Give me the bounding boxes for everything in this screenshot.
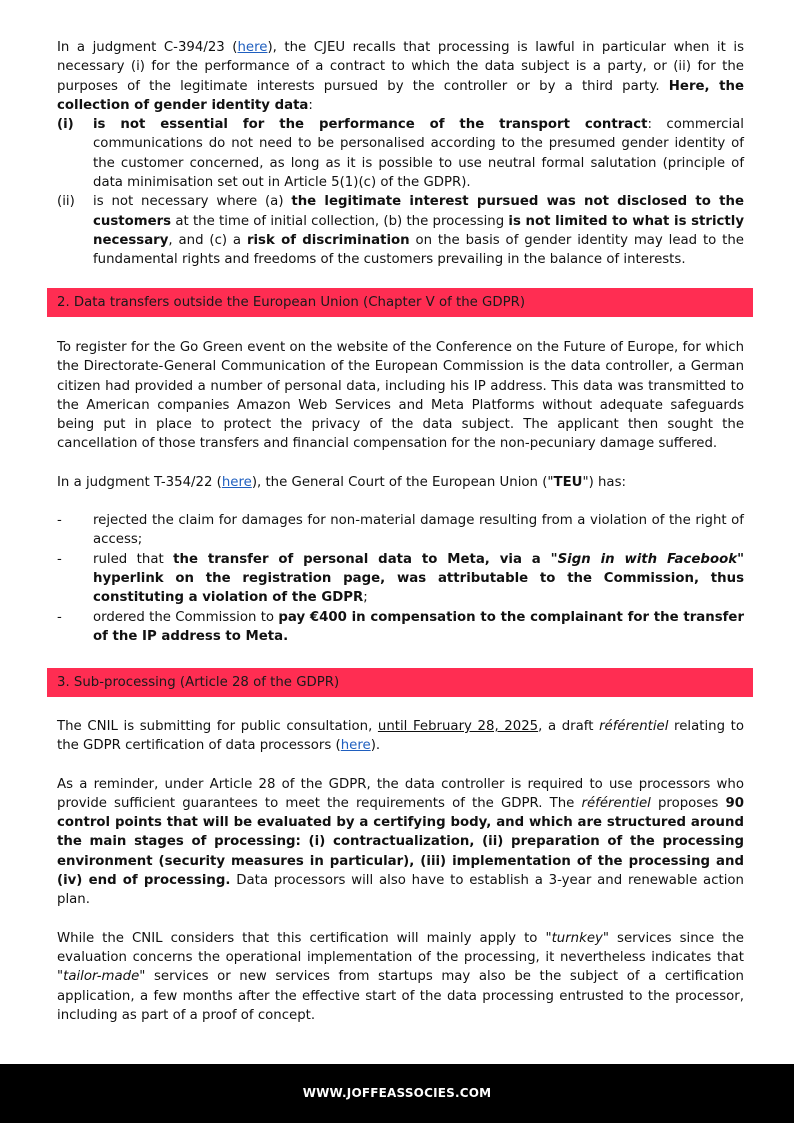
section-3-heading: 3. Sub-processing (Article 28 of the GDPR) — [47, 668, 753, 697]
list-item-i: (i) is not essential for the performance of the transport contract: commercial communications do not need to be personalised according to the presumed gender identity of the customer concerned, as long as it is possible to use neutral formal salutation (principle of data minimisation set out in Article 5(1)(c) of the GDPR). — [57, 117, 744, 191]
footer-bar — [0, 1064, 794, 1123]
list-item: - ordered the Commission to pay €400 in compensation to the complainant for the transfer of the IP address to Meta. — [57, 609, 744, 644]
bullet-marker: - — [57, 609, 62, 625]
section-2-body — [57, 338, 744, 646]
bullet-marker: - — [57, 513, 62, 529]
consultation-paragraph: The CNIL is submitting for public consultation, until February 28, 2025, a draft référentiel relating to the GDPR certification of data processors (here). — [57, 719, 744, 754]
footer-url[interactable]: WWW.JOFFEASSOCIES.COM — [302, 1086, 492, 1100]
judgment-paragraph: In a judgment T-354/22 (here), the General Court of the European Union ("TEU") has: — [57, 474, 626, 490]
intro-paragraph: In a judgment C-394/23 (here), the CJEU recalls that processing is lawful in particular when it is necessary (i) for the performance of a contract to which the data subject is a party, or (ii) for the purposes of the legitimate interests pursued by the controller or by a third party. Here, the collection of gender identity data: — [57, 40, 744, 113]
article-28-paragraph: As a reminder, under Article 28 of the GDPR, the data controller is required to use processors who provide sufficient guarantees to meet the requirements of the GDPR. The référentiel proposes 90 control points that will be evaluated by a certifying body, and which are structured around the main stages of processing: (i) contractualization, (ii) preparation of the processing environment (security measures in particular), (iii) implementation of the processing and (iv) end of processing. Data processors will also have to establish a 3-year and renewable action plan. — [57, 776, 744, 908]
list-item: - ruled that the transfer of personal data to Meta, via a "Sign in with Facebook" hyperlink on the registration page, was attributable to the Commission, thus constituting a violation of the GDPR; — [57, 551, 744, 606]
section-1-body — [57, 38, 744, 270]
section-2-paragraph: To register for the Go Green event on the website of the Conference on the Future of Europe, for which the Directorate-General Communication of the European Commission is the data controller, a German citizen had provided a number of personal data, including his IP address. This data was transmitted to the American companies Amazon Web Services and Meta Platforms without adequate safeguards being put in place to protect the privacy of the data subject. The applicant then sought the cancellation of those transfers and financial compensation for the non-pecuniary damage suffered. — [57, 340, 744, 452]
bullet-marker: - — [57, 551, 62, 567]
here-link-c394[interactable]: here — [237, 40, 268, 55]
section-2-heading: 2. Data transfers outside the European Union (Chapter V of the GDPR) — [47, 288, 753, 317]
here-link-cnil[interactable]: here — [340, 738, 371, 754]
section-3-body — [57, 717, 744, 1025]
item-marker: (ii) — [57, 194, 75, 210]
list-item-ii: (ii) is not necessary where (a) the legitimate interest pursued was not disclosed to the customers at the time of initial collection, (b) the processing is not limited to what is strictly necessary, and (c) a risk of discrimination on the basis of gender identity may lead to the fundamental rights and freedoms of the customers prevailing in the balance of interests. — [57, 194, 744, 268]
item-marker: (i) — [57, 117, 74, 133]
certification-paragraph: While the CNIL considers that this certification will mainly apply to "turnkey" services since the evaluation concerns the operational implementation of the processing, it nevertheless indicates that "tailor-made" services or new services from startups may also be the subject of a certification application, a few months after the effective start of the data processing entrusted to the processor, including as part of a proof of concept. — [57, 930, 744, 1023]
here-link-t354[interactable]: here — [221, 474, 252, 490]
list-item: - rejected the claim for damages for non-material damage resulting from a violation of the right of access; — [57, 513, 744, 548]
bullet-list — [57, 511, 744, 646]
